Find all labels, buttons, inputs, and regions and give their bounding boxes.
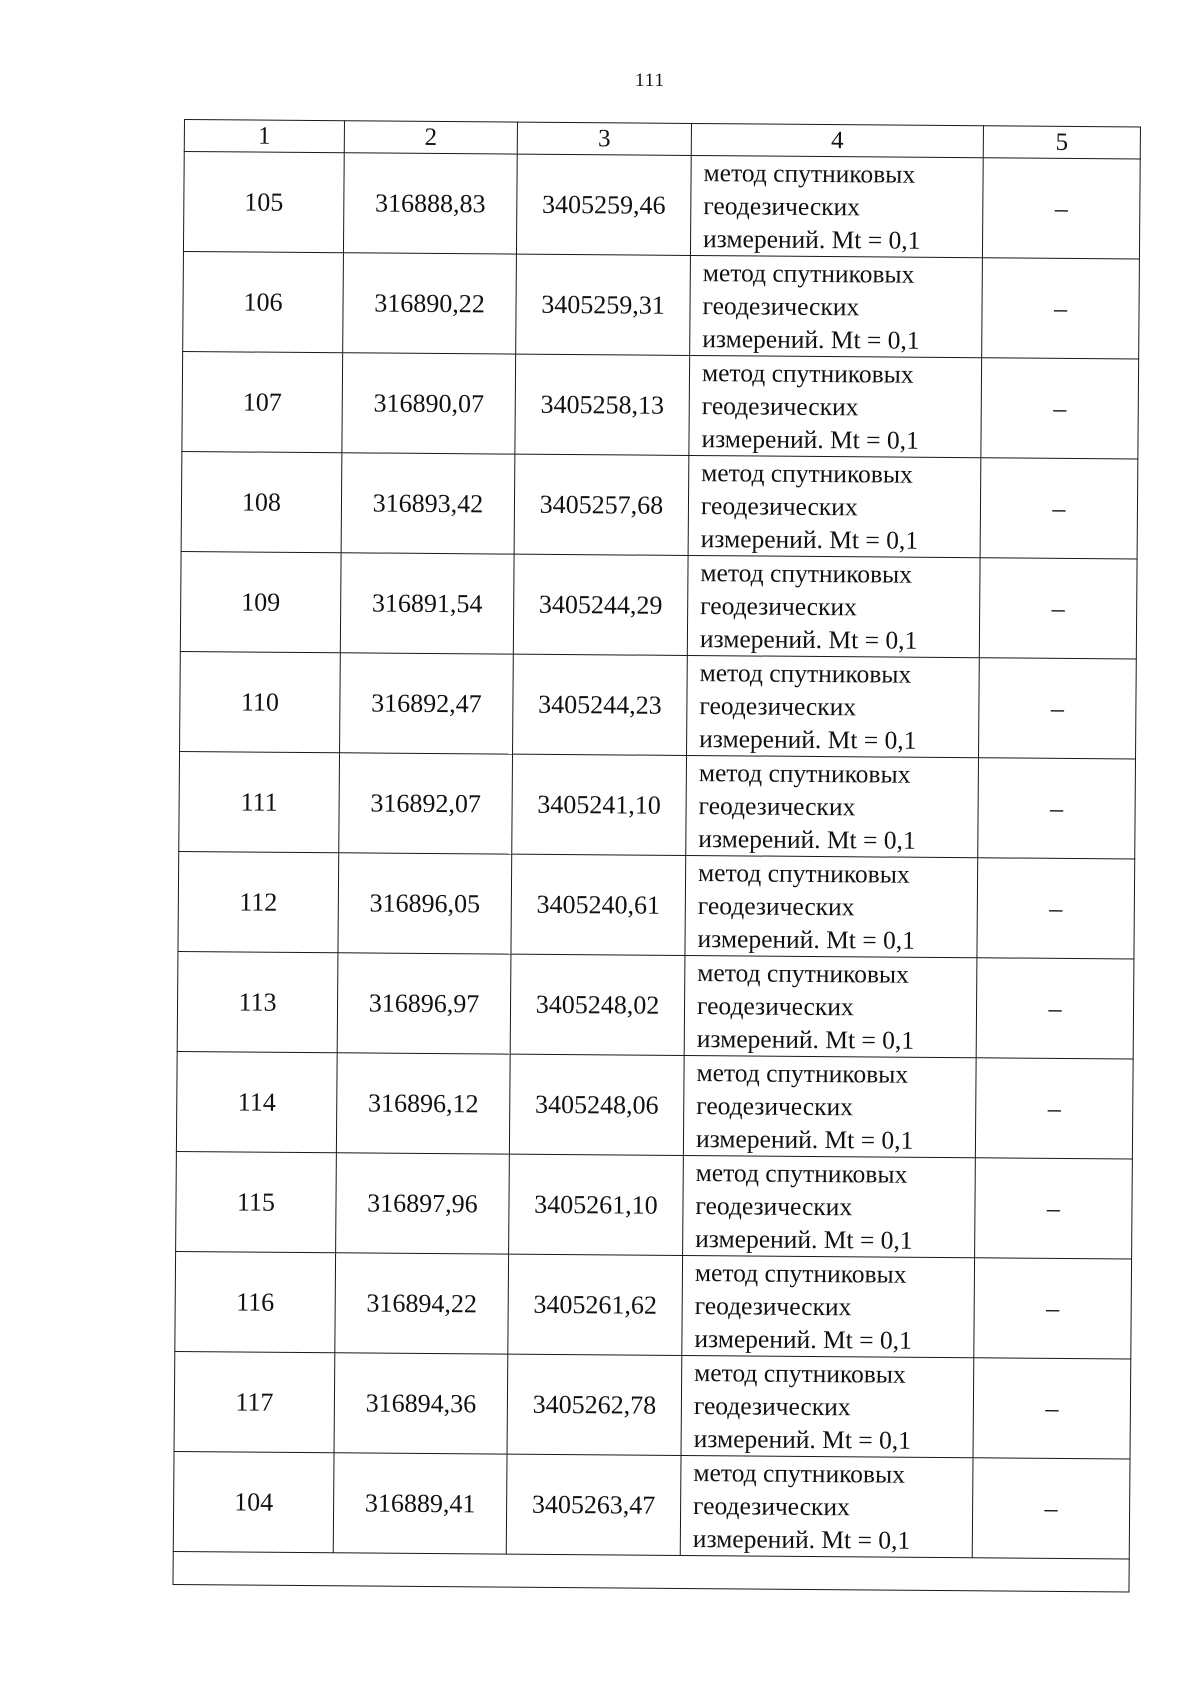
method-line: измерений. Mt = 0,1 [696, 1024, 915, 1055]
table-row [176, 1051, 1133, 1159]
method-line: геодезических [699, 691, 857, 722]
method-line: метод спутниковых [696, 1058, 909, 1089]
method-line: метод спутниковых [694, 1358, 906, 1389]
coord-x-cell: 316889,41 [333, 1453, 507, 1554]
point-number-cell: 108 [181, 451, 342, 552]
table-body [173, 152, 1140, 1592]
method-cell [688, 455, 981, 557]
coord-y-cell: 3405240,61 [511, 854, 686, 955]
method-line: измерений. Mt = 0,1 [700, 524, 919, 555]
table-row [177, 951, 1134, 1059]
table-row [176, 1151, 1133, 1259]
method-line: геодезических [701, 391, 859, 422]
method-line: геодезических [698, 791, 856, 822]
coord-y-cell: 3405259,46 [516, 154, 691, 255]
table-row [178, 851, 1135, 959]
method-line: измерений. Mt = 0,1 [693, 1424, 912, 1455]
method-line: измерений. Mt = 0,1 [697, 924, 916, 955]
coord-y-cell: 3405257,68 [514, 454, 689, 555]
method-cell [687, 555, 980, 657]
column-header-5: 5 [983, 126, 1140, 159]
note-cell: – [982, 258, 1140, 359]
method-cell [680, 1455, 973, 1557]
point-number-cell: 115 [176, 1151, 337, 1252]
method-line: геодезических [702, 291, 860, 322]
method-cell [690, 155, 983, 257]
note-cell: – [980, 458, 1138, 559]
method-line: метод спутниковых [697, 958, 909, 989]
coord-x-cell: 316897,96 [336, 1153, 510, 1254]
method-cell [689, 355, 982, 457]
method-line: метод спутниковых [694, 1258, 907, 1289]
point-number-cell: 117 [174, 1351, 335, 1452]
method-cell [690, 255, 983, 357]
method-line: метод спутниковых [703, 158, 916, 189]
empty-cell [173, 1551, 1129, 1592]
method-line: геодезических [700, 491, 858, 522]
note-cell: – [977, 858, 1135, 959]
coord-y-cell: 3405263,47 [506, 1454, 681, 1555]
point-number-cell: 116 [175, 1251, 336, 1352]
coordinates-table [172, 119, 1140, 1592]
coord-x-cell: 316894,22 [335, 1253, 509, 1354]
point-number-cell: 106 [183, 251, 344, 352]
point-number-cell: 113 [177, 951, 338, 1052]
table-row [183, 251, 1140, 359]
coord-y-cell: 3405248,02 [510, 954, 685, 1055]
method-line: геодезических [696, 991, 854, 1022]
coord-y-cell: 3405261,10 [509, 1154, 684, 1255]
method-cell [686, 755, 979, 857]
method-cell [685, 855, 978, 957]
coord-x-cell: 316892,47 [340, 653, 514, 754]
coord-x-cell: 316891,54 [340, 553, 514, 654]
coord-y-cell: 3405258,13 [515, 354, 690, 455]
method-line: геодезических [693, 1491, 850, 1522]
method-line: измерений. Mt = 0,1 [699, 724, 917, 755]
method-line: геодезических [697, 891, 855, 922]
table-row [183, 152, 1140, 260]
point-number-cell: 112 [178, 851, 339, 952]
column-header-1: 1 [184, 120, 344, 153]
point-number-cell: 114 [176, 1051, 337, 1152]
method-cell [683, 1055, 976, 1157]
coord-x-cell: 316896,97 [337, 953, 511, 1054]
method-line: метод спутниковых [701, 358, 914, 389]
method-line: геодезических [693, 1391, 851, 1422]
method-cell [683, 1155, 976, 1257]
method-line: геодезических [695, 1191, 853, 1222]
method-line: метод спутниковых [698, 758, 911, 789]
coord-x-cell: 316892,07 [339, 753, 513, 854]
table-row [181, 451, 1138, 559]
coord-y-cell: 3405261,62 [508, 1254, 683, 1355]
coord-y-cell: 3405262,78 [507, 1354, 682, 1455]
method-line: измерений. Mt = 0,1 [695, 1224, 913, 1255]
note-cell: – [975, 1058, 1133, 1159]
method-line: измерений. Mt = 0,1 [701, 424, 919, 455]
table-row [180, 651, 1137, 759]
method-line: метод спутниковых [693, 1458, 906, 1489]
coord-x-cell: 316888,83 [343, 153, 517, 254]
point-number-cell: 105 [183, 152, 344, 253]
note-cell: – [975, 1158, 1133, 1259]
point-number-cell: 109 [180, 551, 341, 652]
table-row [173, 1451, 1130, 1559]
coord-x-cell: 316894,36 [334, 1353, 508, 1454]
method-line: метод спутниковых [697, 858, 910, 889]
note-cell: – [973, 1358, 1131, 1459]
method-line: геодезических [696, 1091, 854, 1122]
column-header-2: 2 [344, 121, 517, 154]
method-line: метод спутниковых [700, 558, 913, 589]
note-cell: – [976, 958, 1134, 1059]
coord-y-cell: 3405244,29 [513, 554, 688, 655]
coord-x-cell: 316890,07 [342, 353, 516, 454]
point-number-cell: 111 [179, 751, 340, 852]
method-line: измерений. Mt = 0,1 [699, 624, 918, 655]
note-cell: – [974, 1258, 1132, 1359]
method-line: измерений. Mt = 0,1 [702, 224, 921, 255]
coord-y-cell: 3405248,06 [509, 1054, 684, 1155]
table-row [174, 1351, 1131, 1459]
table-row [179, 751, 1136, 859]
method-cell [681, 1355, 974, 1457]
coord-x-cell: 316896,12 [336, 1053, 510, 1154]
page-number: 111 [634, 70, 666, 91]
coord-x-cell: 316893,42 [341, 453, 515, 554]
method-line: измерений. Mt = 0,1 [695, 1124, 914, 1155]
point-number-cell: 110 [180, 651, 341, 752]
method-cell [682, 1255, 975, 1357]
method-line: измерений. Mt = 0,1 [698, 824, 916, 855]
method-line: измерений. Mt = 0,1 [702, 324, 920, 355]
coord-y-cell: 3405241,10 [512, 754, 687, 855]
coord-x-cell: 316890,22 [343, 253, 517, 354]
column-header-4: 4 [691, 123, 983, 157]
table-row [180, 551, 1137, 659]
point-number-cell: 104 [173, 1451, 334, 1552]
method-cell [684, 955, 977, 1057]
table-row [175, 1251, 1132, 1359]
coord-x-cell: 316896,05 [338, 853, 512, 954]
coord-y-cell: 3405244,23 [513, 654, 688, 755]
column-header-3: 3 [517, 122, 691, 155]
method-line: геодезических [700, 591, 857, 622]
method-line: измерений. Mt = 0,1 [694, 1324, 912, 1355]
coord-y-cell: 3405259,31 [516, 254, 691, 355]
point-number-cell: 107 [182, 351, 343, 452]
empty-row [173, 1551, 1129, 1592]
method-line: геодезических [694, 1291, 852, 1322]
note-cell: – [978, 758, 1136, 859]
method-line: метод спутниковых [702, 258, 915, 289]
table-row [182, 351, 1139, 459]
note-cell: – [979, 658, 1137, 759]
method-line: метод спутниковых [699, 658, 912, 689]
method-line: метод спутниковых [695, 1158, 908, 1189]
note-cell: – [979, 558, 1137, 659]
method-line: метод спутниковых [701, 458, 913, 489]
note-cell: – [972, 1458, 1130, 1559]
method-cell [687, 655, 980, 757]
note-cell: – [981, 358, 1139, 459]
method-line: геодезических [703, 191, 861, 222]
note-cell: – [982, 158, 1140, 259]
method-line: измерений. Mt = 0,1 [692, 1524, 911, 1555]
